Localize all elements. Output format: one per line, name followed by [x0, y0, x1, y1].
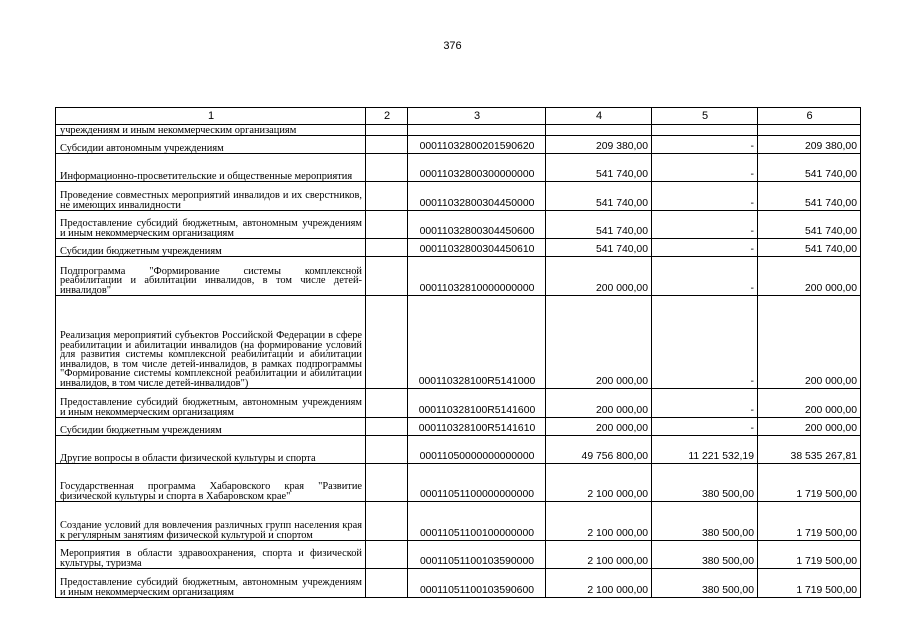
row-col2 [366, 502, 408, 541]
row-value-4: 200 000,00 [546, 418, 652, 436]
table-row [56, 569, 861, 598]
row-value-6: 200 000,00 [758, 418, 861, 436]
table-row [56, 136, 861, 154]
table-row [56, 541, 861, 569]
row-value-5: - [652, 211, 758, 239]
header-col-6: 6 [758, 108, 861, 125]
row-value-6: 541 740,00 [758, 239, 861, 257]
row-code: 00011051100000000000 [408, 464, 546, 502]
header-row [56, 108, 861, 125]
row-code: 000110328100R5141600 [408, 389, 546, 418]
row-code: 00011032800304450600 [408, 211, 546, 239]
row-value-5: - [652, 418, 758, 436]
row-value-5: 380 500,00 [652, 464, 758, 502]
row-col2 [366, 296, 408, 389]
row-value-5: - [652, 296, 758, 389]
row-col2 [366, 389, 408, 418]
row-name: Подпрограмма "Формирование системы комплексной реабилитации и абилитации инвалидов, в том числе детей-инвалидов" [56, 257, 366, 296]
row-value-4: 200 000,00 [546, 389, 652, 418]
row-value-6 [758, 125, 861, 136]
row-name: Создание условий для вовлечения различных групп населения края к регулярным занятиям физической культурой и спортом [56, 502, 366, 541]
row-code: 00011032800304450000 [408, 182, 546, 211]
row-col2 [366, 182, 408, 211]
table-row [56, 239, 861, 257]
row-name: Субсидии автономным учреждениям [56, 136, 366, 154]
table-row [56, 125, 861, 136]
row-code: 00011032810000000000 [408, 257, 546, 296]
page-number: 376 [443, 40, 462, 52]
row-name: Проведение совместных мероприятий инвалидов и их сверстников, не имеющих инвалидности [56, 182, 366, 211]
row-col2 [366, 436, 408, 464]
table-row [56, 296, 861, 389]
row-code: 000110328100R5141000 [408, 296, 546, 389]
row-code: 00011032800201590620 [408, 136, 546, 154]
row-name: Предоставление субсидий бюджетным, автономным учреждениям и иным некоммерческим организациям [56, 569, 366, 598]
row-value-4: 541 740,00 [546, 154, 652, 182]
header-col-2: 2 [366, 108, 408, 125]
row-value-6: 200 000,00 [758, 296, 861, 389]
row-value-6: 1 719 500,00 [758, 569, 861, 598]
row-value-5: - [652, 389, 758, 418]
row-value-6: 541 740,00 [758, 154, 861, 182]
row-code: 00011051100103590600 [408, 569, 546, 598]
row-col2 [366, 257, 408, 296]
row-value-5: - [652, 136, 758, 154]
row-name: Другие вопросы в области физической культуры и спорта [56, 436, 366, 464]
row-col2 [366, 464, 408, 502]
table-row [56, 182, 861, 211]
row-col2 [366, 239, 408, 257]
row-name: учреждениям и иным некоммерческим организациям [56, 125, 366, 136]
row-value-4 [546, 125, 652, 136]
row-value-6: 1 719 500,00 [758, 502, 861, 541]
table-row [56, 502, 861, 541]
row-value-4: 2 100 000,00 [546, 502, 652, 541]
row-value-4: 541 740,00 [546, 211, 652, 239]
row-value-6: 541 740,00 [758, 211, 861, 239]
table-row [56, 154, 861, 182]
table-row [56, 464, 861, 502]
row-name: Предоставление субсидий бюджетным, автономным учреждениям и иным некоммерческим организациям [56, 389, 366, 418]
header-col-4: 4 [546, 108, 652, 125]
row-value-4: 2 100 000,00 [546, 569, 652, 598]
header-col-1: 1 [56, 108, 366, 125]
header-col-3: 3 [408, 108, 546, 125]
row-value-6: 1 719 500,00 [758, 464, 861, 502]
row-col2 [366, 125, 408, 136]
row-col2 [366, 154, 408, 182]
row-code: 00011032800300000000 [408, 154, 546, 182]
row-name: Мероприятия в области здравоохранения, спорта и физической культуры, туризма [56, 541, 366, 569]
row-value-5: - [652, 257, 758, 296]
row-value-6: 209 380,00 [758, 136, 861, 154]
row-value-6: 38 535 267,81 [758, 436, 861, 464]
row-value-5: 380 500,00 [652, 541, 758, 569]
row-code: 00011050000000000000 [408, 436, 546, 464]
row-value-6: 200 000,00 [758, 389, 861, 418]
row-value-4: 200 000,00 [546, 296, 652, 389]
row-col2 [366, 418, 408, 436]
row-name: Предоставление субсидий бюджетным, автономным учреждениям и иным некоммерческим организациям [56, 211, 366, 239]
table-row [56, 418, 861, 436]
row-value-4: 2 100 000,00 [546, 541, 652, 569]
row-value-6: 1 719 500,00 [758, 541, 861, 569]
row-value-5: 380 500,00 [652, 502, 758, 541]
row-col2 [366, 136, 408, 154]
row-code: 00011032800304450610 [408, 239, 546, 257]
budget-table [55, 107, 861, 598]
row-code: 00011051100100000000 [408, 502, 546, 541]
row-name: Реализация мероприятий субъектов Российской Федерации в сфере реабилитации и абилитации инвалидов (на формирование условий для развития системы комплексной реабилитации и абилитации инвалидов, в том числе детей-инвалидов, в рамках подпрограммы "Формирование системы комплексной реабилитации и абилитации инвалидов, в том числе детей-инвалидов") [56, 296, 366, 389]
row-value-4: 2 100 000,00 [546, 464, 652, 502]
row-value-5: - [652, 182, 758, 211]
row-code [408, 125, 546, 136]
row-value-4: 541 740,00 [546, 239, 652, 257]
row-value-4: 209 380,00 [546, 136, 652, 154]
row-value-5: - [652, 154, 758, 182]
row-name: Государственная программа Хабаровского края "Развитие физической культуры и спорта в Хабаровском крае" [56, 464, 366, 502]
table-row [56, 211, 861, 239]
header-col-5: 5 [652, 108, 758, 125]
table-row [56, 436, 861, 464]
row-value-6: 541 740,00 [758, 182, 861, 211]
table-row [56, 389, 861, 418]
row-col2 [366, 541, 408, 569]
row-code: 000110328100R5141610 [408, 418, 546, 436]
row-value-6: 200 000,00 [758, 257, 861, 296]
row-value-4: 200 000,00 [546, 257, 652, 296]
row-value-5: 380 500,00 [652, 569, 758, 598]
row-value-4: 49 756 800,00 [546, 436, 652, 464]
row-value-5 [652, 125, 758, 136]
row-name: Информационно-просветительские и общественные мероприятия [56, 154, 366, 182]
row-col2 [366, 569, 408, 598]
row-value-5: - [652, 239, 758, 257]
row-code: 00011051100103590000 [408, 541, 546, 569]
row-col2 [366, 211, 408, 239]
row-name: Субсидии бюджетным учреждениям [56, 418, 366, 436]
row-value-5: 11 221 532,19 [652, 436, 758, 464]
row-name: Субсидии бюджетным учреждениям [56, 239, 366, 257]
table-row [56, 257, 861, 296]
row-value-4: 541 740,00 [546, 182, 652, 211]
